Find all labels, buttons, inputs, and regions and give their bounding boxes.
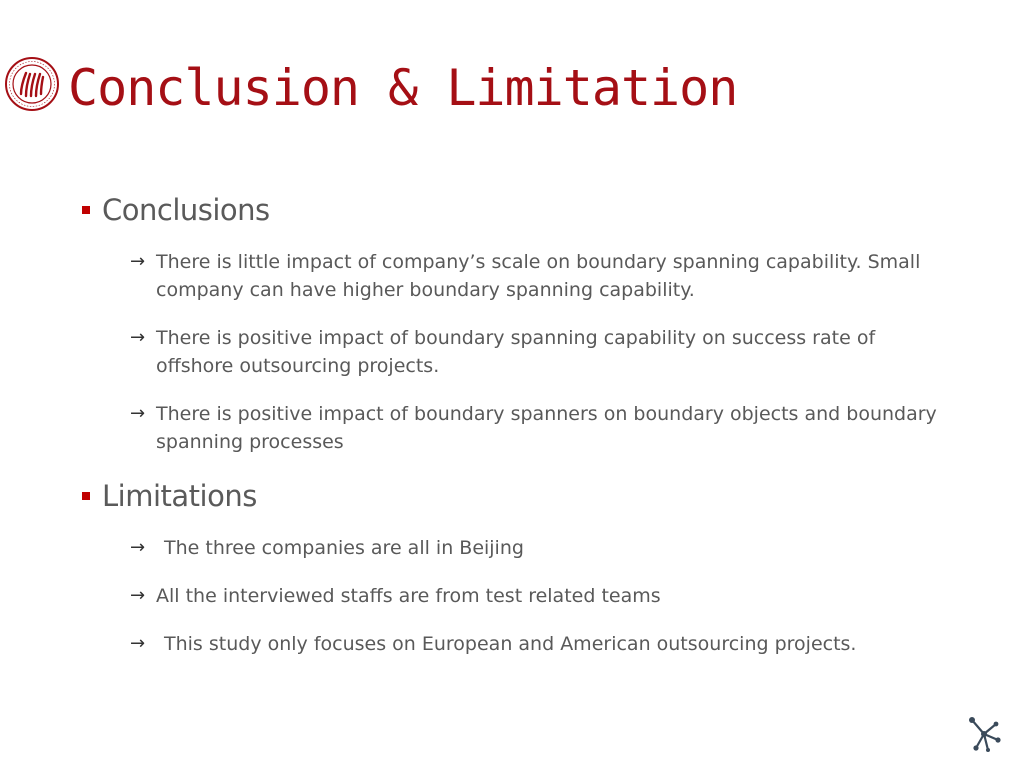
list-item-text: The three companies are all in Beijing [164, 537, 524, 559]
list-item [130, 534, 938, 562]
list-item [130, 324, 938, 380]
list-item-text: All the interviewed staffs are from test related teams [156, 585, 661, 607]
list-item-text: There is positive impact of boundary spanning capability on success rate of offshore outsourcing projects. [156, 327, 876, 377]
list-item [130, 400, 938, 456]
section-heading-row [78, 190, 938, 230]
limitations-section [78, 476, 938, 658]
arrow-right-icon: → [130, 327, 146, 348]
section-heading-row [78, 476, 938, 516]
arrow-right-icon: → [130, 633, 146, 654]
arrow-right-icon: → [130, 585, 146, 606]
list-item [130, 248, 938, 304]
arrow-right-icon: → [130, 251, 146, 272]
network-nodes-icon [966, 714, 1002, 754]
arrow-right-icon: → [130, 537, 146, 558]
slide-title: Conclusion & Limitation [68, 59, 738, 117]
list-item [130, 582, 938, 610]
square-bullet-icon [82, 492, 90, 500]
limitations-list [78, 534, 938, 658]
section-heading: Limitations [102, 479, 257, 513]
conclusions-list [78, 248, 938, 456]
list-item-text: There is little impact of company’s scale on boundary spanning capability. Small company can have higher boundary spanning capability. [156, 251, 921, 301]
section-heading: Conclusions [102, 193, 270, 227]
list-item [130, 630, 938, 658]
university-seal-logo [4, 56, 60, 112]
square-bullet-icon [82, 206, 90, 214]
list-item-text: This study only focuses on European and American outsourcing projects. [164, 633, 857, 655]
slide-body [78, 190, 938, 658]
conclusions-section [78, 190, 938, 456]
list-item-text: There is positive impact of boundary spanners on boundary objects and boundary spanning processes [156, 403, 937, 453]
arrow-right-icon: → [130, 403, 146, 424]
